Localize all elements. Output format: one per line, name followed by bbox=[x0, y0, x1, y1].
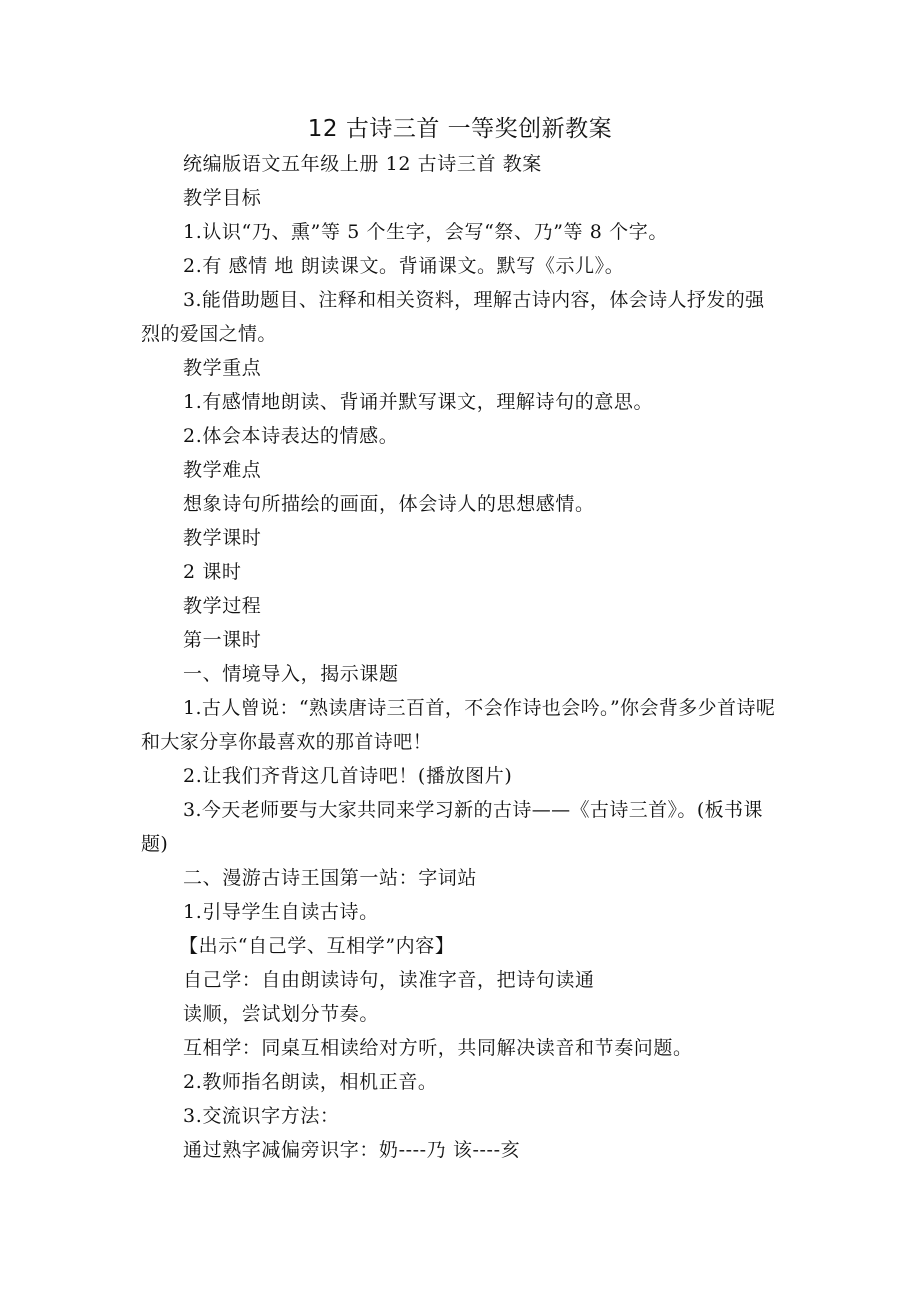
key-point-2: 2.体会本诗表达的情感。 bbox=[183, 425, 399, 447]
section-2-item-1: 1.引导学生自读古诗。 bbox=[183, 901, 379, 923]
key-point-1: 1.有感情地朗读、背诵并默写课文，理解诗句的意思。 bbox=[183, 391, 654, 413]
heading-teaching-process: 教学过程 bbox=[183, 595, 262, 617]
document-title: 12 古诗三首 一等奖创新教案 bbox=[307, 116, 613, 142]
heading-first-lesson: 第一课时 bbox=[183, 629, 262, 651]
section-2-display-note: 【出示“自己学、互相学”内容】 bbox=[179, 935, 455, 957]
self-study-line-1: 自己学：自由朗读诗句，读准字音，把诗句读通 bbox=[183, 969, 595, 991]
class-hours-value: 2 课时 bbox=[183, 561, 242, 583]
heading-difficulties: 教学难点 bbox=[183, 459, 262, 481]
section-2-heading: 二、漫游古诗王国第一站：字词站 bbox=[183, 867, 478, 889]
goal-item-3: 3.能借助题目、注释和相关资料，理解古诗内容，体会诗人抒发的强烈的爱国之情。 bbox=[141, 289, 765, 345]
heading-class-hours: 教学课时 bbox=[183, 527, 262, 549]
difficulty-text: 想象诗句所描绘的画面，体会诗人的思想感情。 bbox=[183, 493, 595, 515]
section-1-item-1: 1.古人曾说：“熟读唐诗三百首，不会作诗也会吟。”你会背多少首诗呢 和大家分享你最喜欢的那首诗吧！ bbox=[141, 697, 776, 753]
heading-teaching-goals: 教学目标 bbox=[183, 187, 262, 209]
peer-study-line: 互相学：同桌互相读给对方听，共同解决读音和节奏问题。 bbox=[183, 1037, 693, 1059]
goal-item-2: 2.有 感情 地 朗读课文。背诵课文。默写《示儿》。 bbox=[183, 255, 625, 277]
heading-key-points: 教学重点 bbox=[183, 357, 262, 379]
section-2-item-3: 3.交流识字方法： bbox=[183, 1105, 340, 1127]
paragraph-subtitle: 统编版语文五年级上册 12 古诗三首 教案 bbox=[183, 153, 542, 175]
section-1-heading: 一、情境导入，揭示课题 bbox=[183, 663, 399, 685]
goal-item-1: 1.认识“乃、熏”等 5 个生字，会写“祭、乃”等 8 个字。 bbox=[183, 221, 668, 243]
document-body bbox=[141, 147, 783, 1167]
section-1-item-3: 3.今天老师要与大家共同来学习新的古诗——《古诗三首》。(板书课题) bbox=[141, 799, 763, 855]
section-2-item-2: 2.教师指名朗读，相机正音。 bbox=[183, 1071, 438, 1093]
self-study-line-2: 读顺，尝试划分节奏。 bbox=[183, 1003, 380, 1025]
literacy-method-line: 通过熟字减偏旁识字：奶----乃 该----亥 bbox=[183, 1139, 521, 1161]
section-1-item-2: 2.让我们齐背这几首诗吧！(播放图片) bbox=[183, 765, 513, 787]
